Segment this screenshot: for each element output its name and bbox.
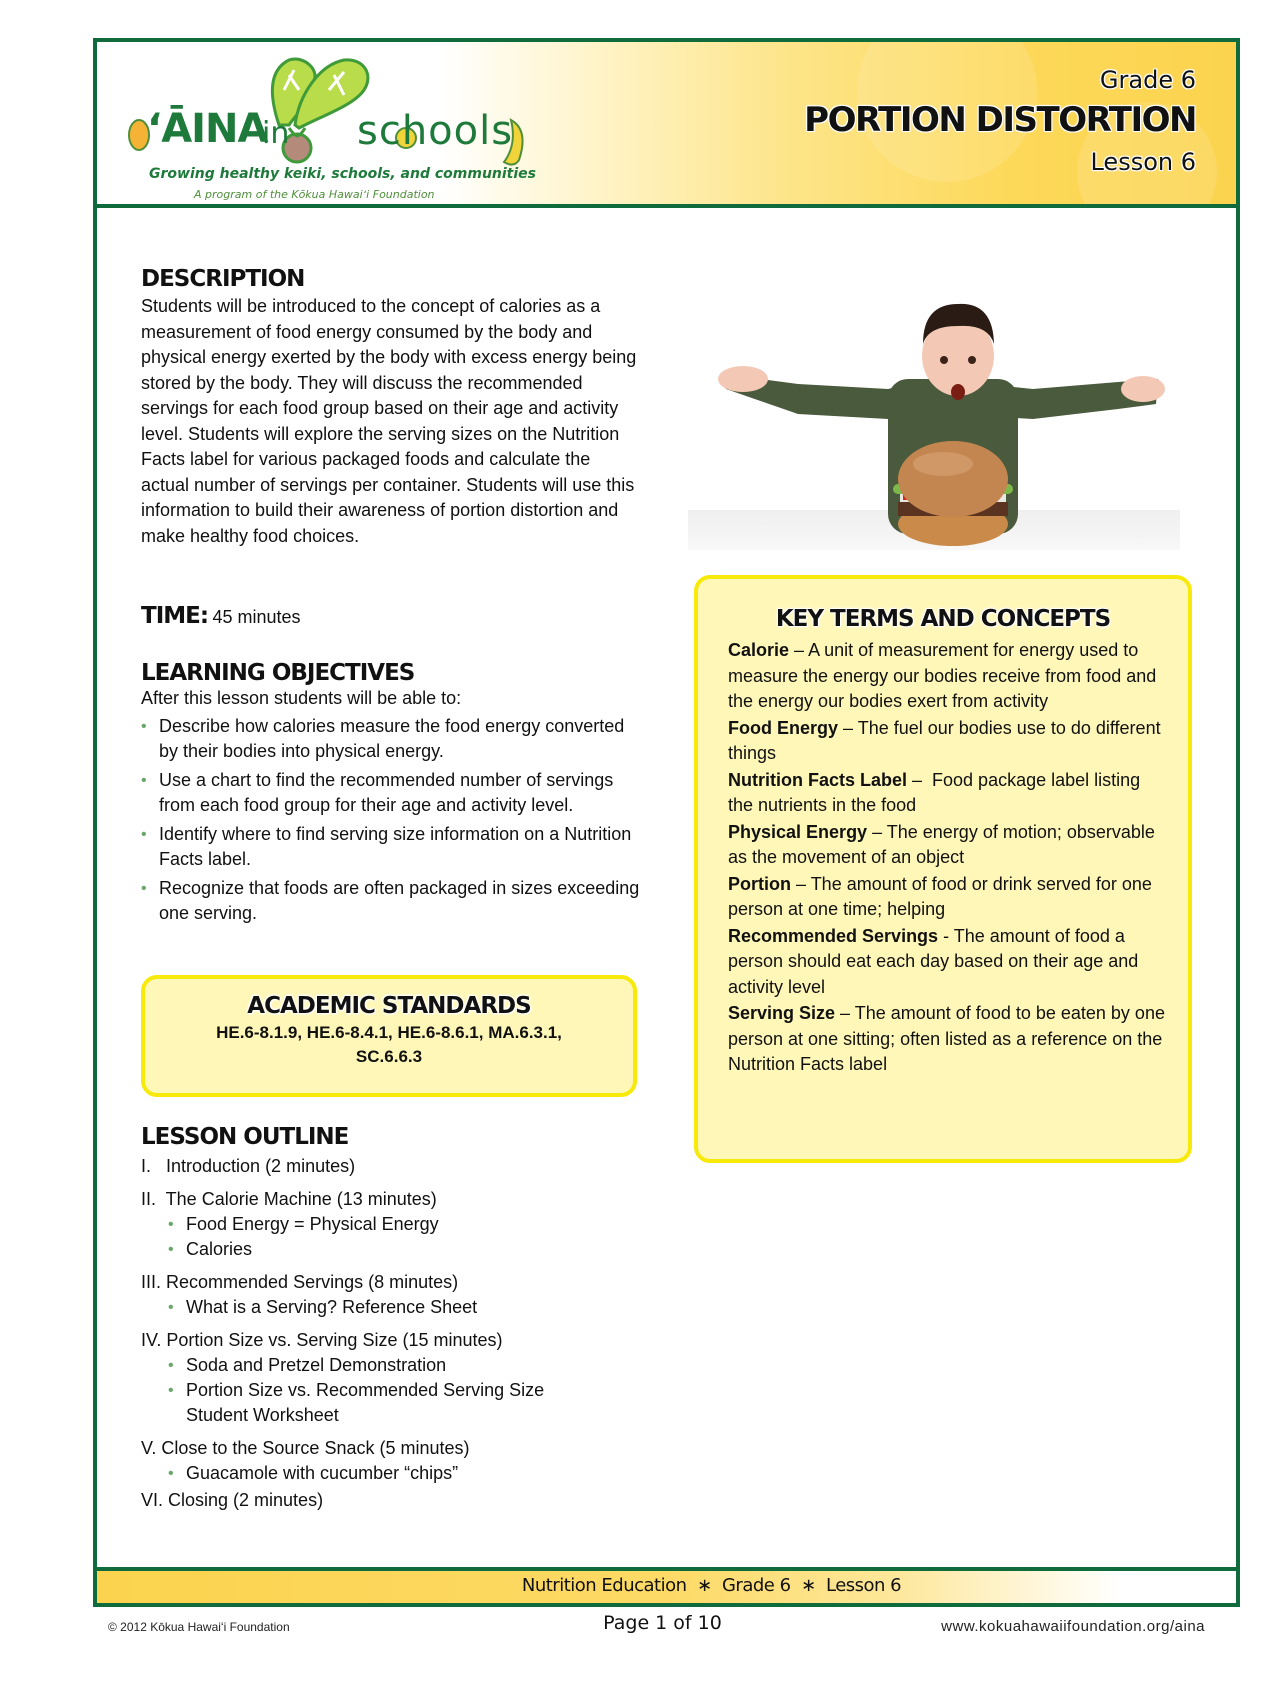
key-term: Physical Energy (728, 821, 868, 842)
outline-subitem (141, 1237, 641, 1262)
key-term-definition: The energy of motion; observable as the movement of an object (728, 821, 1155, 867)
key-term-item (728, 872, 1168, 923)
outline-subitem-text: Soda and Pretzel Demonstration (186, 1355, 447, 1375)
outline-subitem (141, 1212, 641, 1237)
description-text: Students will be introduced to the concept of calories as a measurement of food energy consumed by the body and physical energy exerted by the body with excess energy being stored by the body. They will discuss the recommended servings for each food group based on their age and activity level. Students will explore the serving sizes on the Nutrition Facts label for various packaged foods and calculate the actual number of servings per container. Students will use this information to build their awareness of portion distortion and make healthy food choices. (141, 296, 637, 546)
outline-subitem (141, 1353, 641, 1378)
key-term-item (728, 716, 1168, 767)
outline-item: VI. Closing (2 minutes) (141, 1490, 324, 1510)
objective-item (141, 822, 641, 873)
bullet-icon: • (168, 1357, 174, 1374)
key-term-separator: – (791, 873, 811, 894)
logo-tagline: Growing healthy keiki, schools, and communities (149, 166, 536, 182)
key-term-item (728, 638, 1168, 715)
key-term-separator: – (907, 769, 933, 790)
bullet-icon: • (141, 717, 147, 735)
outline-group (141, 1270, 641, 1320)
bullet-icon: • (168, 1216, 174, 1233)
bullet-icon: • (168, 1382, 174, 1399)
description-heading: DESCRIPTION (141, 266, 305, 292)
objective-item (141, 768, 641, 819)
website-url[interactable]: www.kokuahawaiifoundation.org/aina (941, 1618, 1205, 1635)
key-term-definition: The amount of food a person should eat each day based on their age and activity level (728, 925, 1139, 997)
outline-item: III. Recommended Servings (8 minutes) (141, 1272, 459, 1292)
objective-item (141, 876, 641, 927)
objective-text: Recognize that foods are often packaged in sizes exceeding one serving. (159, 877, 640, 923)
key-terms-heading: KEY TERMS AND CONCEPTS (775, 606, 1111, 632)
logo-in-text: in (262, 116, 290, 151)
key-term-separator: – (838, 717, 858, 738)
outline-subitem (141, 1295, 641, 1320)
outline-subitem-text: What is a Serving? Reference Sheet (186, 1297, 478, 1317)
lesson-outline-heading: LESSON OUTLINE (141, 1124, 349, 1150)
learning-objectives-section (141, 660, 641, 930)
key-term: Nutrition Facts Label (728, 769, 908, 790)
aina-in-schools-logo (119, 50, 589, 200)
bullet-icon: • (141, 879, 147, 897)
logo-program-text: A program of the Kōkua Hawaiʻi Foundation (194, 188, 435, 201)
key-terms-box (694, 575, 1192, 1163)
key-term: Portion (728, 873, 791, 894)
key-term-separator: – (789, 640, 809, 660)
learning-objectives-heading: LEARNING OBJECTIVES (141, 660, 415, 686)
key-terms-list (728, 638, 1168, 1078)
grade-label: Grade 6 (1099, 66, 1196, 94)
outline-subitem-text: Calories (186, 1239, 253, 1259)
key-term: Serving Size (728, 1003, 836, 1023)
bullet-icon: • (168, 1299, 174, 1316)
key-term-item (728, 820, 1168, 871)
outline-item: II. The Calorie Machine (13 minutes) (141, 1189, 437, 1209)
objective-text: Use a chart to find the recommended number of servings from each food group for their age and activity level. (159, 769, 614, 815)
outline-item: IV. Portion Size vs. Serving Size (15 minutes) (141, 1330, 503, 1350)
key-term: Food Energy (728, 717, 839, 738)
academic-standards-box (141, 975, 637, 1097)
time-label: TIME: (141, 603, 209, 629)
bullet-icon: • (141, 771, 147, 789)
key-term-item (728, 1001, 1168, 1078)
page-title: PORTION DISTORTION (804, 100, 1196, 140)
outline-group (141, 1436, 641, 1486)
boy-with-hamburger-photo (688, 264, 1180, 550)
key-term-definition: The amount of food to be eaten by one person at one sitting; often listed as a reference on the Nutrition Facts label (728, 1003, 1165, 1074)
time-value: 45 minutes (212, 607, 301, 627)
bullet-icon: • (168, 1241, 174, 1258)
boy-hamburger-illustration-icon (688, 264, 1180, 550)
key-term-item (728, 924, 1168, 1001)
key-term-definition: The fuel our bodies use to do different things (728, 717, 1161, 763)
outline-subitem (141, 1461, 641, 1486)
key-term: Recommended Servings (728, 925, 939, 946)
logo-aina-text: ʻĀINA (147, 106, 268, 152)
outline-subitem-text: Guacamole with cucumber “chips” (186, 1463, 459, 1483)
outline-item: I. Introduction (2 minutes) (141, 1156, 356, 1176)
academic-standards-heading: ACADEMIC STANDARDS (247, 993, 531, 1019)
academic-standards-list: HE.6-8.1.9, HE.6-8.4.1, HE.6-8.6.1, MA.6.3.1, SC.6.6.3 (216, 1023, 562, 1066)
key-term-separator: – (867, 821, 887, 842)
time-section (141, 603, 301, 629)
key-term-separator: – (835, 1003, 855, 1023)
outline-subitem (141, 1378, 641, 1428)
key-term: Calorie (728, 640, 790, 660)
key-term-item (728, 768, 1168, 819)
objective-item (141, 714, 641, 765)
key-term-definition: The amount of food or drink served for one person at one time; helping (728, 873, 1152, 919)
objective-text: Describe how calories measure the food energy converted by their bodies into physical energy. (159, 715, 625, 761)
key-term-definition: A unit of measurement for energy used to measure the energy our bodies receive from food and the energy our bodies exert from activity (728, 640, 1157, 711)
bullet-icon: • (168, 1465, 174, 1482)
logo-schools-text: schools (357, 108, 514, 154)
outline-item: V. Close to the Source Snack (5 minutes) (141, 1438, 470, 1458)
key-term-definition: Food package label listing the nutrients in the food (728, 769, 1141, 815)
lesson-outline-section (141, 1124, 641, 1521)
footer-band (97, 1567, 1236, 1603)
copyright-text: © 2012 Kōkua Hawaiʻi Foundation (108, 1620, 290, 1634)
outline-subitem-text: Portion Size vs. Recommended Serving Size Student Worksheet (186, 1380, 545, 1425)
objectives-list (141, 714, 641, 927)
page-header (97, 42, 1236, 208)
bullet-icon: • (141, 825, 147, 843)
description-section (141, 266, 641, 549)
footer-band-text: Nutrition Education ∗ Grade 6 ∗ Lesson 6 (521, 1575, 902, 1596)
lesson-label: Lesson 6 (1090, 148, 1196, 176)
objective-text: Identify where to find serving size information on a Nutrition Facts label. (159, 823, 632, 869)
outline-subitem-text: Food Energy = Physical Energy (186, 1214, 439, 1234)
outline-group (141, 1187, 641, 1262)
learning-objectives-intro: After this lesson students will be able to: (141, 688, 462, 708)
page-number: Page 1 of 10 (603, 1612, 722, 1634)
outline-group (141, 1328, 641, 1428)
key-term-separator: - (938, 925, 954, 946)
